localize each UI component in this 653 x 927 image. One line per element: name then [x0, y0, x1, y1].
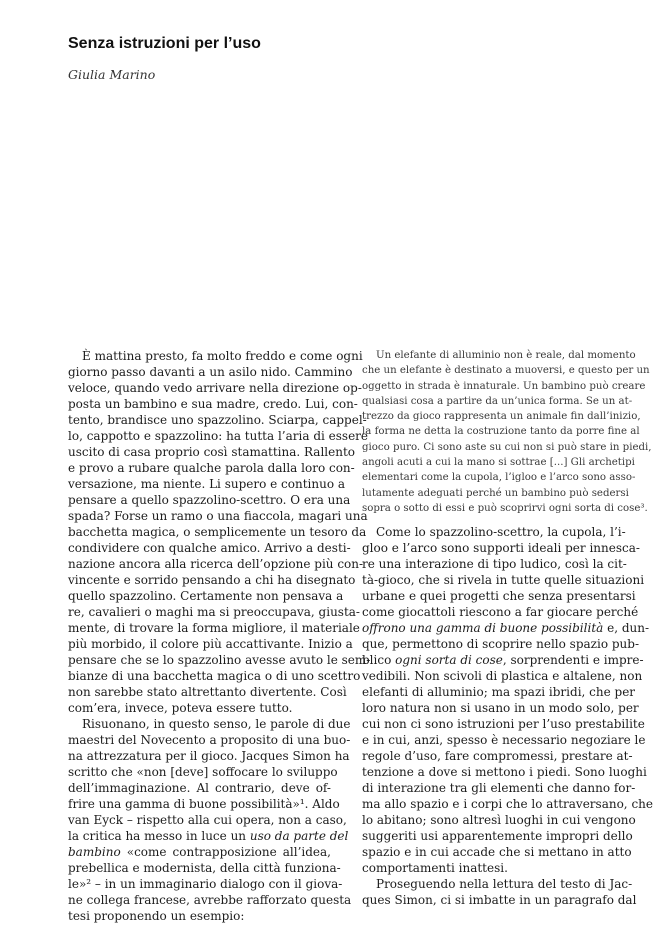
quote-line: trezzo da gioco rappresenta un animale fin dall’inizio, [362, 411, 641, 423]
text-line: tesi proponendo un esempio: [68, 909, 245, 923]
quote-line: oggetto in strada è innaturale. Un bambino può creare [362, 380, 646, 392]
text-line: uscito di casa proprio così stamattina. Rallento [68, 445, 356, 459]
text-line: vedibili. Non scivoli di plastica e altalene, non [362, 669, 643, 684]
text-line: È mattina presto, fa molto freddo e come ogni [82, 349, 363, 363]
text-line: que, permettono di scoprire nello spazio pub- [362, 637, 640, 652]
text-line: ne collega francese, avrebbe rafforzato questa [68, 893, 352, 907]
text-line: non sarebbe stato altrettanto divertente. Così [68, 685, 347, 699]
quote-line: la forma ne detta la costruzione tanto da porre fine al [362, 426, 640, 438]
text-line: versazione, ma niente. Li supero e continuo a [68, 477, 346, 491]
text-line: come giocattoli riescono a far giocare perché [362, 605, 639, 620]
text-line: ques Simon, ci si imbatte in un paragrafo dal [362, 893, 637, 908]
text-line: blico ogni sorta di cose, sorprendenti e impre- [362, 653, 644, 668]
text-line: tà-gioco, che si rivela in tutte quelle situazioni [362, 573, 645, 588]
text-line: lo abitano; sono altresì luoghi in cui vengono [362, 813, 636, 828]
text-line: spada? Forse un ramo o una fiaccola, magari una [68, 509, 368, 523]
text-line: re una interazione di tipo ludico, così la cit- [362, 557, 627, 572]
quote-line: qualsiasi cosa a partire da un’unica forma. Se un at- [362, 395, 633, 407]
right-body-text [362, 524, 653, 908]
quote-line: sopra o sotto di essi e può scoprirvi ogni sorta di cose³. [362, 502, 648, 514]
text-line: maestri del Novecento a proposito di una buo- [68, 733, 351, 747]
quote-line: lutamente adeguati perché un bambino può sedersi [362, 487, 629, 499]
text-line: urbane e quei progetti che senza presentarsi [362, 589, 636, 604]
text-line: le»² – in un immaginario dialogo con il giova- [68, 877, 343, 891]
text-line: veloce, quando vedo arrivare nella direzione op- [68, 381, 362, 395]
text-line: Proseguendo nella lettura del testo di Jac- [376, 877, 633, 892]
text-line: offrono una gamma di buone possibilità e, dun- [362, 621, 650, 636]
text-line: di interazione tra gli elementi che danno for- [362, 781, 636, 796]
text-line: spazio e in cui accade che si mettano in atto [362, 845, 632, 860]
text-line: re, cavalieri o maghi ma si preoccupava, giusta- [68, 605, 360, 619]
text-line: tento, brandisce uno spazzolino. Sciarpa, cappel- [68, 413, 367, 427]
text-line: bacchetta magica, o semplicemente un tesoro da [68, 525, 367, 539]
text-line: gloo e l’arco sono supporti ideali per innesca- [362, 541, 640, 556]
text-line: bambino «come contrapposizione all’idea, [68, 845, 331, 859]
text-line: condividere con qualche amico. Arrivo a desti- [68, 541, 351, 555]
quote-line: gioco puro. Ci sono aste su cui non si può stare in piedi, [362, 441, 652, 453]
text-line: regole d’uso, fare compromessi, prestare at- [362, 749, 633, 764]
text-line: mente, di trovare la forma migliore, il materiale [68, 621, 360, 635]
text-line: frire una gamma di buone possibilità»¹. Aldo [68, 797, 340, 811]
text-line: tenzione a dove si mettono i piedi. Sono luoghi [362, 765, 647, 780]
text-line: e in cui, anzi, spesso è necessario negoziare le [362, 733, 646, 748]
text-line: pensare a quello spazzolino-scettro. O era una [68, 493, 351, 507]
text-line: van Eyck – rispetto alla cui opera, non a caso, [68, 813, 347, 827]
text-line: na attrezzatura per il gioco. Jacques Simon ha [68, 749, 350, 763]
text-line: loro natura non si usano in un modo solo, per [362, 701, 639, 716]
text-line: scritto che «non [deve] soffocare lo sviluppo [68, 765, 338, 779]
text-line: vincente e sorrido pensando a chi ha disegnato [68, 573, 356, 587]
text-line: com’era, invece, poteva essere tutto. [68, 701, 293, 715]
text-line: prebellica e modernista, della città funziona- [68, 861, 341, 875]
text-line: ma allo spazio e i corpi che lo attraversano, che [362, 797, 653, 812]
text-line: pensare che se lo spazzolino avesse avuto le sem- [68, 653, 371, 667]
text-line: cui non ci sono istruzioni per l’uso prestabilite [362, 717, 645, 732]
text-line: bianze di una bacchetta magica o di uno scettro [68, 669, 361, 683]
text-line: Come lo spazzolino-scettro, la cupola, l’i- [376, 525, 626, 540]
right-text-column [362, 348, 653, 908]
text-line: giorno passo davanti a un asilo nido. Cammino [68, 365, 353, 379]
left-text-column [68, 348, 371, 924]
text-line: dell’immaginazione. Al contrario, deve of- [68, 781, 331, 795]
text-line: Risuonano, in questo senso, le parole di due [82, 717, 351, 731]
article-title: Senza istruzioni per l’uso [68, 35, 261, 52]
block-quote [362, 348, 652, 516]
text-line: elefanti di alluminio; ma spazi ibridi, che per [362, 685, 636, 700]
text-line: posta un bambino e sua madre, credo. Lui, con- [68, 397, 358, 411]
text-line: suggeriti usi apparentemente impropri dello [362, 829, 633, 844]
article-author: Giulia Marino [68, 67, 156, 82]
quote-line: Un elefante di alluminio non è reale, dal momento [376, 350, 636, 361]
text-line: nazione ancora alla ricerca dell’opzione più con- [68, 557, 364, 571]
text-line: e provo a rubare qualche parola dalla loro con- [68, 461, 355, 475]
text-line: la critica ha messo in luce un uso da parte del [68, 829, 349, 843]
text-line: più morbido, il colore più accattivante. Inizio a [68, 637, 353, 651]
text-line: quello spazzolino. Certamente non pensava a [68, 589, 344, 603]
text-line: lo, cappotto e spazzolino: ha tutta l’aria di essere [68, 429, 369, 443]
quote-line: angoli acuti a cui la mano si sottrae [...] Gli archetipi [362, 457, 635, 469]
text-line: comportamenti inattesi. [362, 861, 508, 876]
quote-line: che un elefante è destinato a muoversi, e questo per un [362, 365, 650, 377]
quote-line: elementari come la cupola, l’igloo e l’arco sono asso- [362, 472, 636, 484]
